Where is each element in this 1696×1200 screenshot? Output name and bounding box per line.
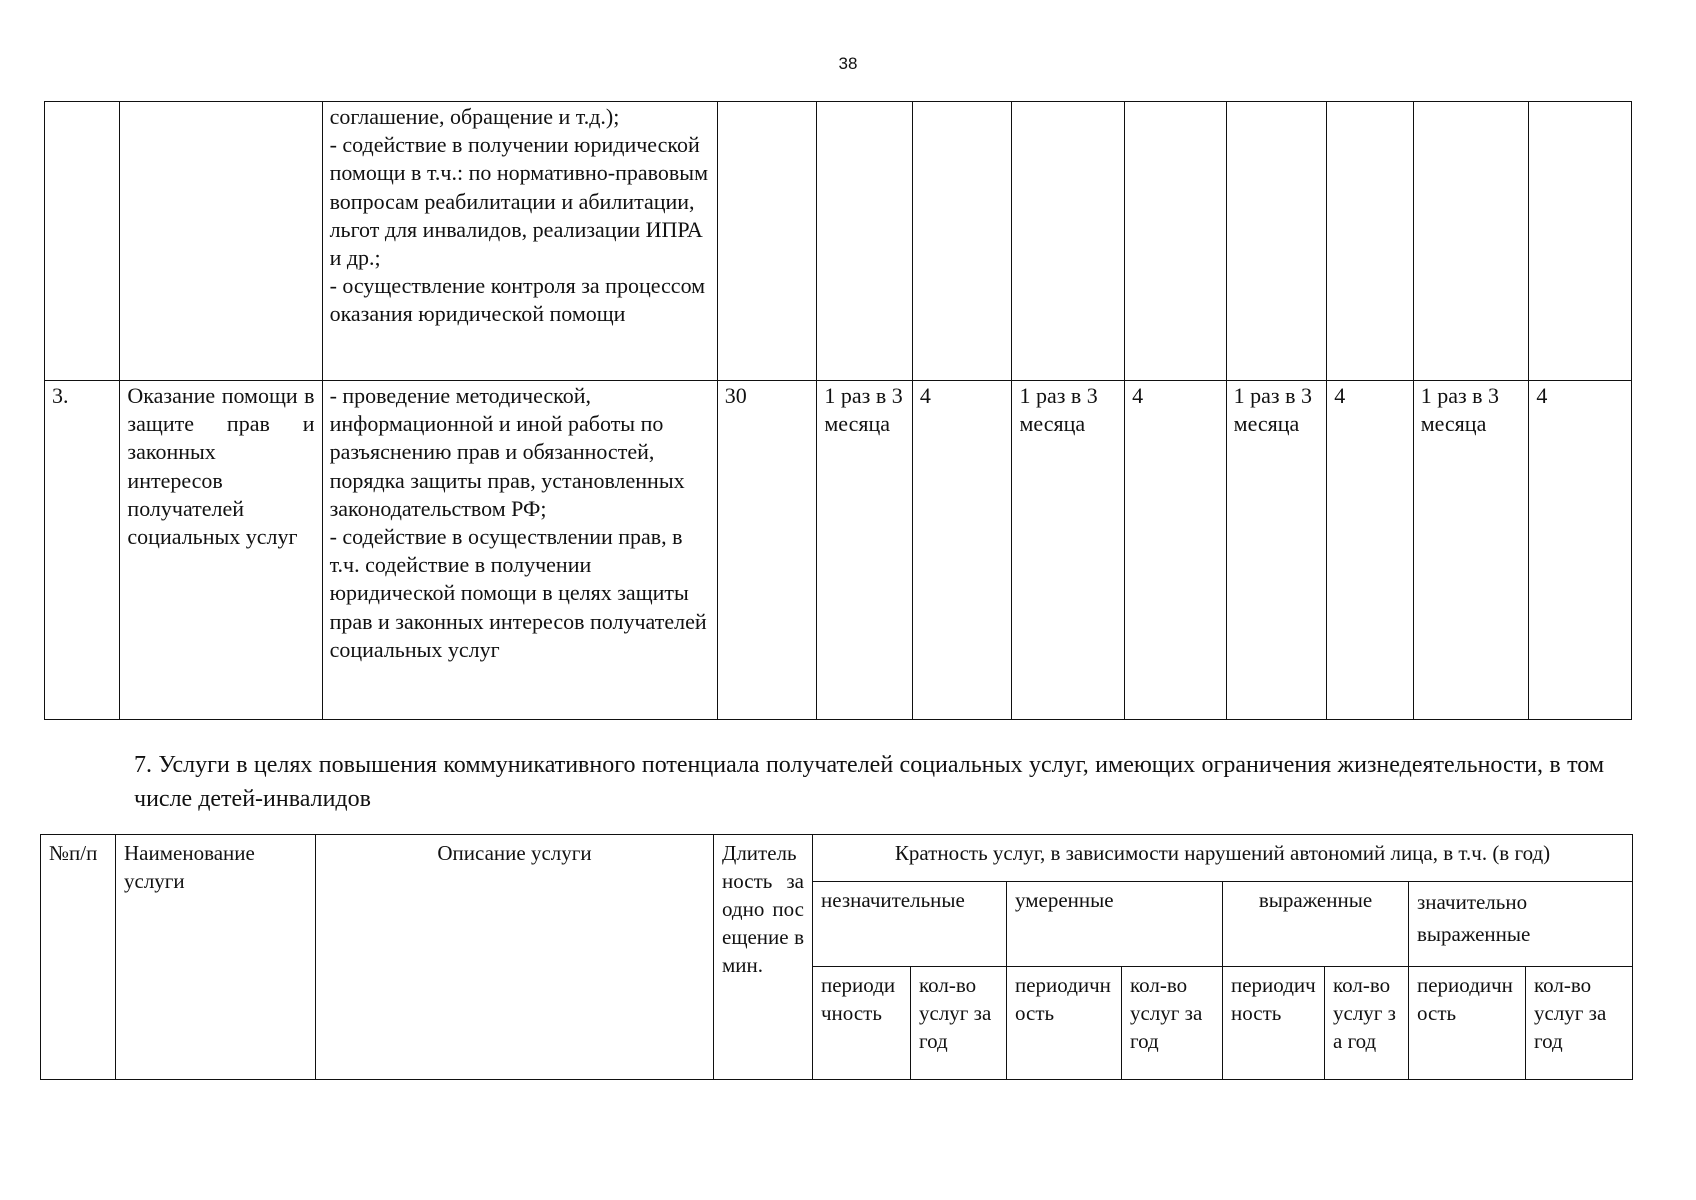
service-description-cell [322,381,717,720]
service-description: - проведение методической, информационной и иной работы по разъяснению прав и обязанностей, порядка защиты прав, установленных законодательством РФ; - содействие в осуществлении прав, в т.ч. содействие в получении юридической помощи в целях защиты прав и законных интересов получателей социальных услуг [329,383,707,662]
significant-count-cell: 4 [1529,381,1632,720]
significant-periodicity-cell: 1 раз в 3 месяца [1413,381,1529,720]
moderate-periodicity-cell: 1 раз в 3 месяца [1012,381,1125,720]
empty-cell [1529,102,1632,381]
header-periodicity: периодичность [1409,967,1526,1080]
service-description-cell [322,102,717,381]
duration-cell: 30 [717,381,817,720]
moderate-count-cell: 4 [1125,381,1227,720]
services-table-header [40,834,1633,1080]
table-row [45,102,1632,381]
row-number-cell [45,102,120,381]
header-count: кол-во услуг за год [911,967,1007,1080]
header-name: Наименование услуги [116,835,316,1080]
header-number: №п/п [41,835,116,1080]
empty-cell [817,102,913,381]
empty-cell [1413,102,1529,381]
header-count: кол-во услуг за год [1325,967,1409,1080]
row-number-cell: 3. [45,381,120,720]
service-name-cell [120,102,322,381]
header-row [41,835,1633,882]
empty-cell [1125,102,1227,381]
header-frequency-group: Кратность услуг, в зависимости нарушений автономий лица, в т.ч. (в год) [813,835,1633,882]
empty-cell [1327,102,1413,381]
header-periodicity: периодичность [813,967,911,1080]
header-periodicity: периодичность [1223,967,1325,1080]
header-significant: значительно выраженные [1409,882,1633,967]
header-duration: Длительность за одно посещение в мин. [714,835,813,1080]
header-expressed: выраженные [1223,882,1409,967]
service-name-cell: Оказание помощи в защите прав и законных интересов получателей социальных услуг [120,381,322,720]
section-heading: 7. Услуги в целях повышения коммуникативного потенциала получателей социальных услуг, имеющих ограничения жизнедеятельности, в том числе детей-инвалидов [134,752,1604,812]
header-periodicity: периодичность [1007,967,1122,1080]
empty-cell [717,102,817,381]
table-row [45,381,1632,720]
service-description: соглашение, обращение и т.д.); - содействие в получении юридической помощи в т.ч.: по нормативно-правовым вопросам реабилитации и абилитации, льгот для инвалидов, реализации ИПРА и др.; - осуществление контроля за процессом оказания юридической помощи [329,104,708,327]
expressed-periodicity-cell: 1 раз в 3 месяца [1226,381,1327,720]
header-description: Описание услуги [316,835,714,1080]
page-number: 38 [838,54,858,73]
header-count: кол-во услуг за год [1526,967,1633,1080]
mild-count-cell: 4 [912,381,1012,720]
header-mild: незначительные [813,882,1007,967]
empty-cell [1226,102,1327,381]
header-moderate: умеренные [1007,882,1223,967]
expressed-count-cell: 4 [1327,381,1413,720]
empty-cell [912,102,1012,381]
services-table-continued [44,101,1632,720]
mild-periodicity-cell: 1 раз в 3 месяца [817,381,913,720]
empty-cell [1012,102,1125,381]
header-count: кол-во услуг за год [1122,967,1223,1080]
